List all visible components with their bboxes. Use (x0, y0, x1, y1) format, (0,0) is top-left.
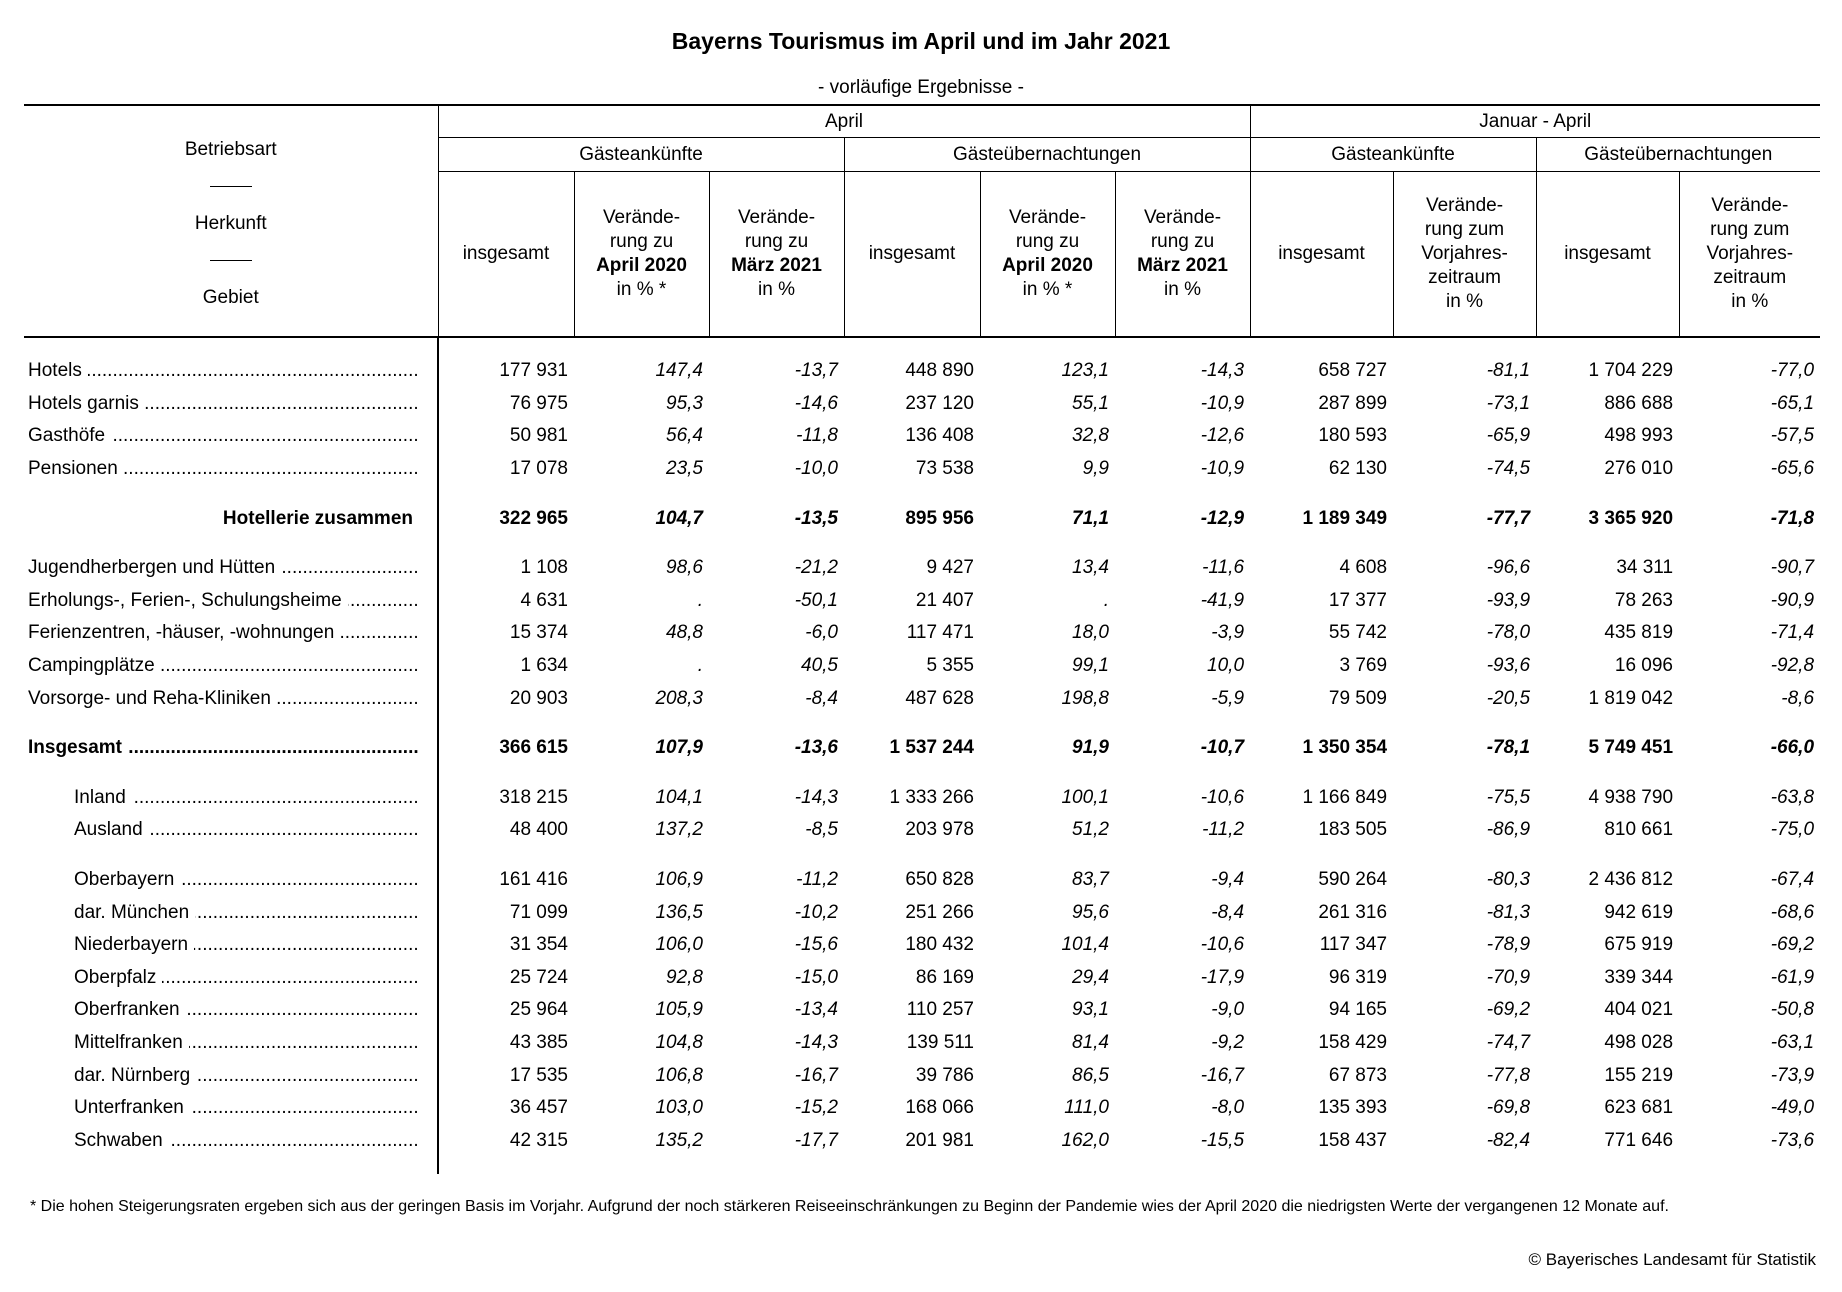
table-cell: 111,0 (1064, 1097, 1109, 1119)
table-cell: 4 938 790 (1588, 786, 1674, 808)
table-cell: 86 169 (915, 966, 974, 988)
table-cell: 1 166 849 (1302, 786, 1388, 808)
table-cell: 62 130 (1328, 458, 1388, 480)
table-cell: -10,6 (1200, 934, 1245, 956)
table-cell: 183 505 (1318, 819, 1388, 841)
stub-herkunft: Herkunft (194, 212, 267, 234)
table-cell: -77,0 (1770, 360, 1815, 382)
table-cell: 40,5 (801, 655, 838, 677)
table-cell: -15,2 (794, 1097, 838, 1119)
table-cell: -17,9 (1200, 966, 1245, 988)
table-cell: 107,9 (655, 737, 703, 759)
table-cell: 86,5 (1072, 1064, 1109, 1086)
table-cell: 4 631 (438, 585, 574, 618)
table-cell: 136,5 (655, 901, 703, 923)
table-cell: 180 593 (1318, 425, 1388, 447)
row-label: Gasthöfe ..... (24, 420, 438, 453)
table-cell: 448 890 (905, 360, 974, 382)
table-cell: -10,2 (794, 901, 838, 923)
table-cell: 55 742 (1328, 622, 1388, 644)
table-cell: 137,2 (655, 819, 703, 841)
table-row (24, 1059, 1820, 1092)
table-cell: 287 899 (1318, 392, 1388, 414)
table-cell: 1 537 244 (889, 737, 974, 759)
col-total: insgesamt (1536, 172, 1679, 338)
row-label: Schwaben ..... (24, 1124, 438, 1157)
table-cell: 318 215 (438, 782, 574, 815)
table-cell: 76 975 (438, 388, 574, 421)
table-cell: -57,5 (1770, 425, 1815, 447)
table-cell: 101,4 (1061, 934, 1109, 956)
table-cell: 20 903 (438, 682, 574, 715)
table-cell: -21,2 (794, 557, 838, 579)
table-cell: 103,0 (655, 1097, 703, 1119)
table-cell: 404 021 (1604, 999, 1674, 1021)
table-cell: 675 919 (1604, 934, 1674, 956)
table-cell: 162,0 (1061, 1129, 1109, 1151)
table-row (24, 552, 1820, 585)
table-cell: 51,2 (1072, 819, 1109, 841)
table-cell: 25 964 (438, 994, 574, 1027)
table-cell: -12,9 (1200, 507, 1245, 529)
table-cell: 94 165 (1328, 999, 1388, 1021)
table-cell: -5,9 (1211, 687, 1245, 709)
table-cell: -67,4 (1770, 869, 1815, 891)
table-cell: -16,7 (1200, 1064, 1245, 1086)
row-label: Mittelfranken ..... (24, 1027, 438, 1060)
header-april-arrivals: Gästeankünfte (438, 138, 844, 172)
table-cell: 18,0 (1072, 622, 1109, 644)
table-cell: 5 355 (926, 655, 974, 677)
table-cell: -90,7 (1770, 557, 1815, 579)
table-cell: 180 432 (905, 934, 974, 956)
table-body (24, 337, 1820, 1174)
table-cell: 106,8 (655, 1064, 703, 1086)
row-label: Oberpfalz ..... (24, 962, 438, 995)
table-cell: -14,6 (794, 392, 838, 414)
table-cell: 135 393 (1318, 1097, 1388, 1119)
table-cell: 886 688 (1604, 392, 1674, 414)
table-cell: -9,4 (1211, 869, 1245, 891)
table-cell: 100,1 (1061, 786, 1109, 808)
table-cell: 104,7 (655, 507, 703, 529)
table-row (24, 782, 1820, 815)
table-cell: 498 028 (1604, 1031, 1674, 1053)
table-cell: 177 931 (438, 355, 574, 388)
table-row (24, 1027, 1820, 1060)
table-cell: 942 619 (1604, 901, 1674, 923)
row-label: Hotels ..... (24, 355, 438, 388)
table-cell: -10,9 (1200, 458, 1245, 480)
header-janapr-overnights: Gästeübernachtungen (1536, 138, 1820, 172)
table-cell: -73,9 (1770, 1064, 1815, 1086)
table-cell: 498 993 (1604, 425, 1674, 447)
table-cell: -9,2 (1211, 1031, 1245, 1053)
table-cell: -78,0 (1486, 622, 1531, 644)
table-cell: 106,9 (655, 869, 703, 891)
table-cell: -75,5 (1486, 786, 1531, 808)
table-cell: 29,4 (1072, 966, 1109, 988)
table-cell: -78,9 (1486, 934, 1531, 956)
table-cell: 261 316 (1318, 901, 1388, 923)
table-cell: -74,7 (1486, 1031, 1531, 1053)
table-cell: -81,1 (1486, 360, 1531, 382)
table-cell: 9 427 (926, 557, 974, 579)
table-cell: -80,3 (1486, 869, 1531, 891)
table-row (24, 1092, 1820, 1125)
table-cell: -8,0 (1211, 1097, 1245, 1119)
table-cell: 237 120 (905, 392, 974, 414)
stub-divider (210, 186, 252, 187)
table-cell: -96,6 (1486, 557, 1531, 579)
table-cell: 650 828 (905, 869, 974, 891)
table-cell: 23,5 (666, 458, 703, 480)
table-cell: 17 535 (438, 1059, 574, 1092)
table-cell: -14,3 (1200, 360, 1245, 382)
table-cell: 25 724 (438, 962, 574, 995)
table-cell: -9,0 (1211, 999, 1245, 1021)
header-jan-apr: Januar - April (1250, 105, 1820, 138)
table-cell: -92,8 (1770, 655, 1815, 677)
table-cell: -77,7 (1486, 507, 1531, 529)
table-cell: 78 263 (1614, 589, 1674, 611)
table-cell: 322 965 (438, 502, 574, 535)
table-cell: 48,8 (666, 622, 703, 644)
table-cell: -49,0 (1770, 1097, 1815, 1119)
table-cell: 73 538 (915, 458, 974, 480)
table-cell: 50 981 (438, 420, 574, 453)
row-label: Inland ..... (24, 782, 438, 815)
table-cell: -61,9 (1770, 966, 1815, 988)
row-label: Insgesamt ..... (24, 732, 438, 765)
row-label: Campingplätze ..... (24, 650, 438, 683)
table-cell: 435 819 (1604, 622, 1674, 644)
table-cell: 55,1 (1072, 392, 1109, 414)
table-cell: 32,8 (1072, 425, 1109, 447)
table-cell: -50,8 (1770, 999, 1815, 1021)
table-cell: -71,4 (1770, 622, 1815, 644)
table-cell: -11,8 (796, 425, 838, 447)
table-cell: -14,3 (794, 1031, 838, 1053)
table-row (24, 617, 1820, 650)
table-cell: 117 471 (906, 622, 974, 644)
table-cell: 1 634 (438, 650, 574, 683)
table-row (24, 732, 1820, 765)
table-cell: -65,1 (1770, 392, 1815, 414)
row-label: Ausland ..... (24, 814, 438, 847)
table-cell: 9,9 (1082, 458, 1109, 480)
table-cell: 43 385 (438, 1027, 574, 1060)
table-cell: . (697, 589, 703, 611)
table-cell: -8,4 (805, 687, 838, 709)
row-label: Erholungs-, Ferien-, Schulungsheime ..... (24, 585, 438, 618)
row-label: dar. München ..... (24, 896, 438, 929)
table-cell: 83,7 (1072, 869, 1109, 891)
table-cell: -3,9 (1211, 622, 1245, 644)
table-cell: 3 365 920 (1588, 507, 1674, 529)
stub-betriebsart: Betriebsart (184, 138, 277, 160)
col-chg-apr2020: Verände- rung zu April 2020 in % * (574, 172, 709, 338)
table-cell: 1 333 266 (889, 786, 974, 808)
table-cell: -13,5 (794, 507, 838, 529)
tourism-table (24, 104, 1820, 1174)
table-cell: -78,1 (1486, 737, 1531, 759)
table-cell: -15,6 (794, 934, 838, 956)
col-total: insgesamt (1250, 172, 1393, 338)
table-cell: 15 374 (438, 617, 574, 650)
row-label: Hotellerie zusammen (24, 502, 438, 535)
table-cell: 123,1 (1061, 360, 1109, 382)
header-april: April (438, 105, 1250, 138)
table-cell: 21 407 (915, 589, 974, 611)
table-cell: 251 266 (905, 901, 974, 923)
table-cell: -13,4 (794, 999, 838, 1021)
footnote: * Die hohen Steigerungsraten ergeben sich aus der geringen Basis im Vorjahr. Aufgrund der noch stärkeren Reiseeinschränkungen zu Beginn der Pandemie wies der April 2020 die niedrigsten Werte der vergangenen 12 Monate auf. (30, 1198, 1669, 1215)
table-row (24, 650, 1820, 683)
table-row (24, 420, 1820, 453)
col-chg-apr2020: Verände- rung zu April 2020 in % * (980, 172, 1115, 338)
table-cell: 147,4 (655, 360, 703, 382)
table-row (24, 994, 1820, 1027)
table-cell: 105,9 (655, 999, 703, 1021)
table-cell: 42 315 (438, 1124, 574, 1157)
table-cell: -8,5 (805, 819, 838, 841)
table-cell: 203 978 (905, 819, 974, 841)
table-cell: -15,5 (1200, 1129, 1245, 1151)
table-cell: . (1103, 589, 1109, 611)
page-title: Bayerns Tourismus im April und im Jahr 2021 (671, 28, 1171, 54)
table-cell: 10,0 (1207, 655, 1245, 677)
stub-divider (210, 260, 252, 261)
table-cell: 56,4 (666, 425, 703, 447)
table-cell: 339 344 (1604, 966, 1674, 988)
table-cell: -50,1 (794, 589, 838, 611)
table-cell: -10,7 (1200, 737, 1245, 759)
row-label: Pensionen ..... (24, 453, 438, 486)
table-cell: -65,9 (1486, 425, 1531, 447)
table-cell: 1 108 (438, 552, 574, 585)
table-cell: 106,0 (655, 934, 703, 956)
table-cell: 95,6 (1072, 901, 1109, 923)
table-cell: 98,6 (666, 557, 703, 579)
table-cell: -75,0 (1770, 819, 1815, 841)
table-cell: 161 416 (438, 864, 574, 897)
table-row (24, 814, 1820, 847)
table-cell: 155 219 (1604, 1064, 1674, 1086)
table-cell: -70,9 (1486, 966, 1531, 988)
col-chg-prev: Verände- rung zum Vorjahres- zeitraum in % (1393, 172, 1536, 338)
copyright: © Bayerisches Landesamt für Statistik (1528, 1250, 1816, 1269)
stub-header (24, 105, 438, 337)
row-label: Jugendherbergen und Hütten ..... (24, 552, 438, 585)
table-cell: -66,0 (1770, 737, 1815, 759)
table-cell: -69,2 (1486, 999, 1531, 1021)
table-cell: -63,1 (1770, 1031, 1815, 1053)
table-cell: 208,3 (655, 687, 703, 709)
table-cell: -17,7 (794, 1129, 838, 1151)
table-cell: 1 189 349 (1302, 507, 1388, 529)
table-cell: -73,6 (1770, 1129, 1815, 1151)
table-cell: -90,9 (1770, 589, 1815, 611)
table-cell: -69,8 (1486, 1097, 1531, 1119)
table-row (24, 929, 1820, 962)
table-cell: 139 511 (906, 1031, 974, 1053)
table-cell: 104,1 (655, 786, 703, 808)
table-cell: 135,2 (655, 1129, 703, 1151)
row-label: Unterfranken ..... (24, 1092, 438, 1125)
table-cell: -69,2 (1770, 934, 1815, 956)
table-row (24, 682, 1820, 715)
table-row (24, 1124, 1820, 1157)
table-row (24, 864, 1820, 897)
table-cell: -10,6 (1200, 786, 1245, 808)
col-total: insgesamt (844, 172, 980, 338)
table-cell: 658 727 (1318, 360, 1388, 382)
table-cell: 168 066 (905, 1097, 974, 1119)
table-cell: -65,6 (1770, 458, 1815, 480)
table-cell: 366 615 (438, 732, 574, 765)
table-cell: 71 099 (438, 896, 574, 929)
table-cell: . (697, 655, 703, 677)
table-cell: -68,6 (1770, 901, 1815, 923)
row-label: Hotels garnis ..... (24, 388, 438, 421)
table-cell: -11,2 (1202, 819, 1245, 841)
table-cell: -71,8 (1770, 507, 1815, 529)
table-cell: -77,8 (1486, 1064, 1531, 1086)
stub-gebiet: Gebiet (202, 286, 259, 308)
table-cell: 67 873 (1328, 1064, 1388, 1086)
table-cell: 31 354 (438, 929, 574, 962)
table-cell: 136 408 (905, 425, 974, 447)
table-cell: 1 704 229 (1588, 360, 1674, 382)
table-cell: -16,7 (794, 1064, 838, 1086)
col-total: insgesamt (438, 172, 574, 338)
table-row (24, 453, 1820, 486)
table-cell: -86,9 (1486, 819, 1531, 841)
col-chg-prev: Verände- rung zum Vorjahres- zeitraum in % (1679, 172, 1820, 338)
header-janapr-arrivals: Gästeankünfte (1250, 138, 1536, 172)
row-label: Vorsorge- und Reha-Kliniken ..... (24, 682, 438, 715)
table-cell: 95,3 (666, 392, 703, 414)
table-cell: -74,5 (1486, 458, 1531, 480)
table-row (24, 962, 1820, 995)
table-cell: -73,1 (1486, 392, 1531, 414)
table-row (24, 585, 1820, 618)
table-cell: -8,6 (1781, 687, 1815, 709)
table-cell: 71,1 (1072, 507, 1109, 529)
table-cell: 771 646 (1604, 1129, 1674, 1151)
table-cell: -10,9 (1200, 392, 1245, 414)
table-cell: 1 819 042 (1588, 687, 1674, 709)
table-cell: -41,9 (1200, 589, 1245, 611)
table-cell: -93,6 (1486, 655, 1531, 677)
table-cell: 34 311 (1616, 557, 1674, 579)
table-cell: 895 956 (905, 507, 974, 529)
table-cell: 623 681 (1604, 1097, 1674, 1119)
table-row (24, 388, 1820, 421)
table-cell: 1 350 354 (1302, 737, 1388, 759)
row-label: Oberbayern ..... (24, 864, 438, 897)
table-cell: -12,6 (1200, 425, 1245, 447)
table-cell: 110 257 (906, 999, 974, 1021)
table-cell: -11,2 (796, 869, 838, 891)
table-cell: 92,8 (666, 966, 703, 988)
table-cell: 16 096 (1614, 655, 1674, 677)
table-cell: 36 457 (438, 1092, 574, 1125)
row-label: dar. Nürnberg ..... (24, 1059, 438, 1092)
table-cell: 99,1 (1072, 655, 1109, 677)
table-cell: -13,6 (794, 737, 838, 759)
table-cell: 17 078 (438, 453, 574, 486)
table-cell: 17 377 (1328, 589, 1388, 611)
table-cell: -63,8 (1770, 786, 1815, 808)
table-cell: 39 786 (915, 1064, 974, 1086)
table-cell: -10,0 (794, 458, 838, 480)
table-cell: -20,5 (1486, 687, 1531, 709)
table-cell: -82,4 (1486, 1129, 1531, 1151)
col-chg-mar2021: Verände- rung zu März 2021 in % (709, 172, 844, 338)
table-cell: 5 749 451 (1588, 737, 1674, 759)
row-label: Oberfranken ..... (24, 994, 438, 1027)
table-cell: 48 400 (438, 814, 574, 847)
table-cell: 158 437 (1318, 1129, 1388, 1151)
table-cell: -93,9 (1486, 589, 1531, 611)
table-cell: 117 347 (1319, 934, 1388, 956)
table-cell: 79 509 (1328, 687, 1388, 709)
table-cell: 487 628 (905, 687, 974, 709)
table-cell: -13,7 (794, 360, 838, 382)
table-cell: -8,4 (1211, 901, 1245, 923)
table-cell: 198,8 (1061, 687, 1109, 709)
table-cell: 158 429 (1318, 1031, 1388, 1053)
table-cell: 590 264 (1318, 869, 1388, 891)
table-cell: -81,3 (1486, 901, 1531, 923)
table-row (24, 896, 1820, 929)
table-cell: 201 981 (905, 1129, 974, 1151)
row-label: Ferienzentren, -häuser, -wohnungen ..... (24, 617, 438, 650)
table-cell: 91,9 (1072, 737, 1109, 759)
table-cell: 13,4 (1072, 557, 1109, 579)
table-cell: 276 010 (1604, 458, 1674, 480)
page-subtitle: - vorläufige Ergebnisse - (818, 77, 1024, 98)
table-cell: 4 608 (1339, 557, 1388, 579)
row-label: Niederbayern ..... (24, 929, 438, 962)
table-cell: -11,6 (1202, 557, 1245, 579)
table-cell: 96 319 (1328, 966, 1388, 988)
table-cell: 93,1 (1072, 999, 1109, 1021)
table-cell: -14,3 (794, 786, 838, 808)
table-cell: 104,8 (655, 1031, 703, 1053)
table-row (24, 502, 1820, 535)
header-april-overnights: Gästeübernachtungen (844, 138, 1250, 172)
col-chg-mar2021: Verände- rung zu März 2021 in % (1115, 172, 1250, 338)
table-cell: 2 436 812 (1588, 869, 1674, 891)
table-cell: -6,0 (805, 622, 838, 644)
table-cell: 810 661 (1604, 819, 1674, 841)
table-cell: -15,0 (794, 966, 838, 988)
table-cell: 81,4 (1072, 1031, 1109, 1053)
table-row (24, 355, 1820, 388)
table-cell: 3 769 (1339, 655, 1388, 677)
